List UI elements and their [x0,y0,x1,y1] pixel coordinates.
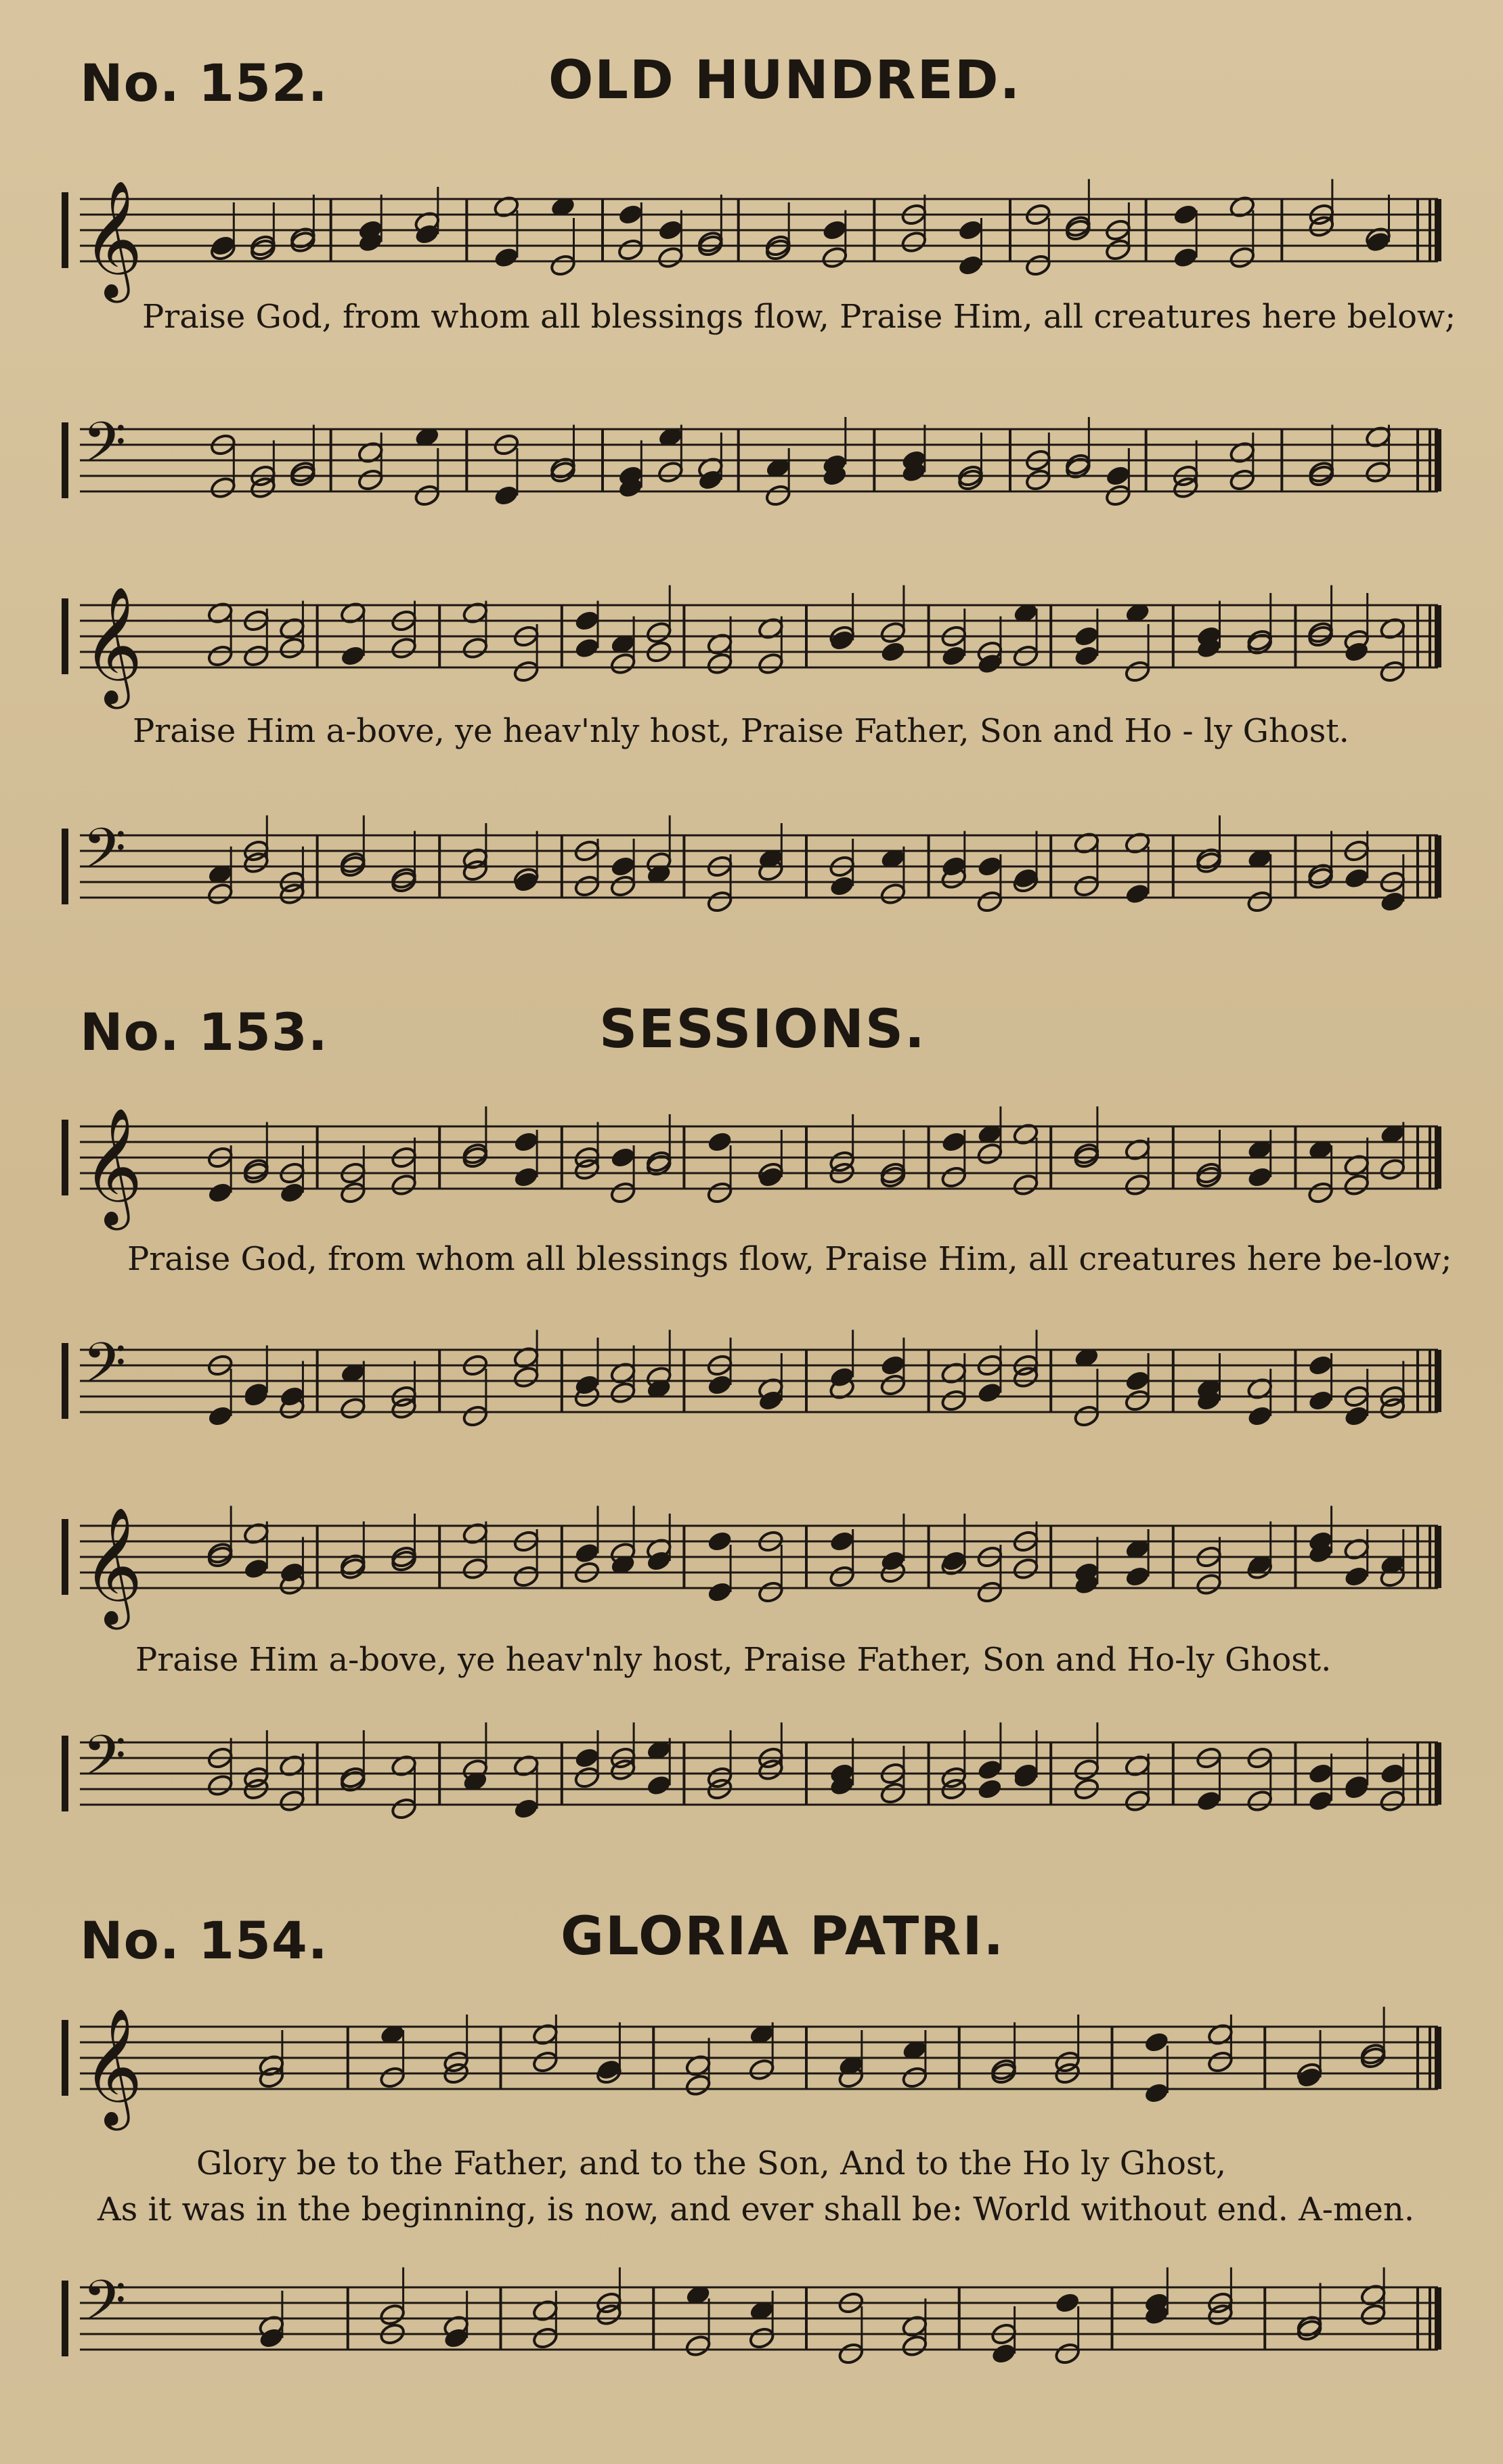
lyric-line: Praise Him a-bove, ye heav'nly host, Praise Father, Son and Ho - ly Ghost. [133,712,1349,750]
note-head [206,881,234,906]
note-head [1307,1761,1334,1786]
note-head [617,202,645,227]
hymn-title: OLD HUNDRED. [548,50,1022,111]
note-head [513,1564,540,1589]
music-staff-treble [0,1076,1503,1239]
note-head [1228,468,1256,492]
note-head [461,1556,489,1581]
note-head [706,1181,734,1205]
note-head [609,1380,637,1405]
note-head [1343,866,1370,890]
note-head [748,2326,776,2350]
note-head [976,1757,1003,1782]
music-staff-bass [0,778,1503,954]
note-head [209,475,237,500]
note-head [1343,1564,1370,1589]
note-head [900,2065,928,2090]
note-head [413,483,441,508]
note-head [837,2341,865,2366]
note-head [990,2341,1018,2366]
note-head [1378,1788,1406,1813]
hymn-title: SESSIONS. [599,999,926,1060]
note-head [879,1353,907,1378]
note-head [684,2333,712,2358]
treble-clef-icon: 𝄞 [83,2008,143,2126]
music-staff-bass [0,2241,1503,2396]
hymn-number: No. 154. [80,1910,328,1971]
note-head [278,1181,306,1205]
note-head [940,1165,967,1189]
music-staff-treble [0,142,1503,318]
note-head [573,1541,601,1565]
note-head [976,1380,1003,1405]
note-head [492,245,520,269]
note-head [549,253,577,278]
note-head [1307,1181,1334,1205]
note-head [242,644,270,668]
note-head [573,609,601,633]
note-head [1378,1157,1406,1181]
note-head [657,245,684,269]
note-head [609,854,637,879]
note-head [1246,889,1273,914]
note-head [900,2333,928,2358]
note-head [390,636,418,660]
note-head [1307,1388,1334,1413]
lyric-line: As it was in the beginning, is now, and ever shall be: World without end. A-men. [97,2191,1415,2228]
note-head [206,1773,234,1797]
lyric-line: Praise Him a-bove, ye heav'nly host, Praise Father, Son and Ho-ly Ghost. [135,1641,1332,1679]
note-head [1012,644,1040,668]
note-head [1072,644,1100,668]
note-head [957,253,984,278]
note-head [828,1529,856,1554]
note-head [976,889,1003,914]
treble-clef-icon: 𝄞 [83,180,143,298]
hymn-number: No. 152. [80,53,328,113]
note-head [609,1145,637,1170]
note-head [1378,889,1406,914]
note-head [339,1396,367,1420]
note-head [706,1373,734,1397]
note-head [1228,245,1256,269]
note-head [278,636,306,660]
note-head [706,1130,734,1154]
music-staff-bass [0,1300,1503,1462]
note-head [1124,1369,1152,1393]
note-head [879,881,907,906]
note-head [378,2065,406,2090]
note-head [339,644,367,668]
music-staff-treble [0,1983,1503,2132]
note-head [879,1373,907,1397]
note-head [657,460,684,484]
note-head [940,1130,967,1154]
note-head [976,854,1003,879]
note-head [940,644,967,668]
note-head [1246,1788,1273,1813]
note-head [828,874,856,898]
note-head [645,620,673,644]
note-head [617,238,645,262]
note-head [940,1388,967,1413]
note-head [513,1797,540,1821]
note-head [1124,881,1152,906]
bass-clef-icon: 𝄢 [83,2268,127,2347]
note-head [1172,245,1200,269]
note-head [461,636,489,660]
note-head [1143,2081,1171,2105]
music-staff-bass [0,1692,1503,1855]
note-head [1195,1788,1223,1813]
note-head [339,1181,367,1205]
note-head [1104,238,1132,262]
music-staff-bass [0,379,1503,542]
note-head [390,1797,418,1821]
note-head [1307,1353,1334,1378]
treble-clef-icon: 𝄞 [83,586,143,704]
hymn-number: No. 153. [80,1002,328,1062]
note-head [573,874,601,898]
note-head [1206,2050,1234,2074]
note-head [492,483,520,508]
note-head [1072,624,1100,648]
note-head [531,2326,559,2350]
note-head [1378,1761,1406,1786]
note-head [879,620,907,644]
note-head [821,218,848,242]
note-head [609,1181,637,1205]
note-head [706,1529,734,1554]
note-head [1307,1788,1334,1813]
treble-clef-icon: 𝄞 [83,1507,143,1625]
note-head [879,1781,907,1805]
note-head [706,889,734,914]
note-head [513,1365,540,1389]
note-head [1053,2291,1081,2315]
note-head [879,640,907,664]
bass-clef-icon: 𝄢 [83,816,127,895]
note-head [1124,1564,1152,1589]
note-head [757,1580,785,1604]
note-head [1378,659,1406,684]
note-head [573,636,601,660]
note-head [1012,1556,1040,1581]
note-head [706,1580,734,1604]
note-head [1124,659,1152,684]
note-head [1053,2341,1081,2366]
note-head [242,1556,270,1581]
note-head [1072,1404,1100,1428]
treble-clef-icon: 𝄞 [83,1107,143,1225]
note-head [1195,1572,1223,1596]
note-head [1246,1165,1273,1189]
note-head [573,1765,601,1790]
lyric-line: Praise God, from whom all blessings flow, Praise Him, all creatures here be-low; [127,1240,1452,1278]
note-head [900,229,928,254]
lyric-line: Praise God, from whom all blessings flow, Praise Him, all creatures here below; [142,298,1456,336]
bass-clef-icon: 𝄢 [83,1330,127,1409]
note-head [1343,1404,1370,1428]
note-head [1359,2302,1387,2327]
note-head [957,218,984,242]
note-head [757,651,785,676]
note-head [1072,1757,1100,1782]
note-head [821,245,848,269]
note-head [1104,464,1132,488]
note-head [609,651,637,676]
note-head [1246,1404,1273,1428]
note-head [1104,483,1132,508]
note-head [278,1788,306,1813]
note-head [513,1165,540,1189]
note-head [684,2073,712,2097]
note-head [1343,1172,1370,1197]
bass-clef-icon: 𝄢 [83,410,127,489]
bass-clef-icon: 𝄢 [83,1723,127,1802]
note-head [1024,468,1052,492]
note-head [1364,460,1392,484]
music-staff-treble [0,1476,1503,1638]
note-head [645,1773,673,1797]
note-head [1172,202,1200,227]
note-head [390,1172,418,1197]
note-head [1072,874,1100,898]
note-head [378,2302,406,2327]
note-head [828,1564,856,1589]
note-head [513,659,540,684]
note-head [748,2057,776,2082]
note-head [1124,1172,1152,1197]
note-head [1024,253,1052,278]
note-head [976,1777,1003,1801]
note-head [206,1404,234,1428]
lyric-line: Glory be to the Father, and to the Son, And to the Ho ly Ghost, [196,2144,1227,2182]
note-head [706,651,734,676]
hymn-title: GLORIA PATRI. [561,1906,1005,1967]
note-head [657,218,684,242]
note-head [609,874,637,898]
note-head [1143,2030,1171,2054]
note-head [976,1580,1003,1604]
note-head [461,1404,489,1428]
note-head [764,483,792,508]
note-head [976,1141,1003,1166]
note-head [573,1746,601,1770]
note-head [513,1130,540,1154]
note-head [1124,1788,1152,1813]
note-head [206,1181,234,1205]
note-head [1124,1388,1152,1413]
note-head [357,468,385,492]
note-head [531,2050,559,2074]
note-head [206,644,234,668]
note-head [1012,1172,1040,1197]
music-staff-treble [0,555,1503,718]
